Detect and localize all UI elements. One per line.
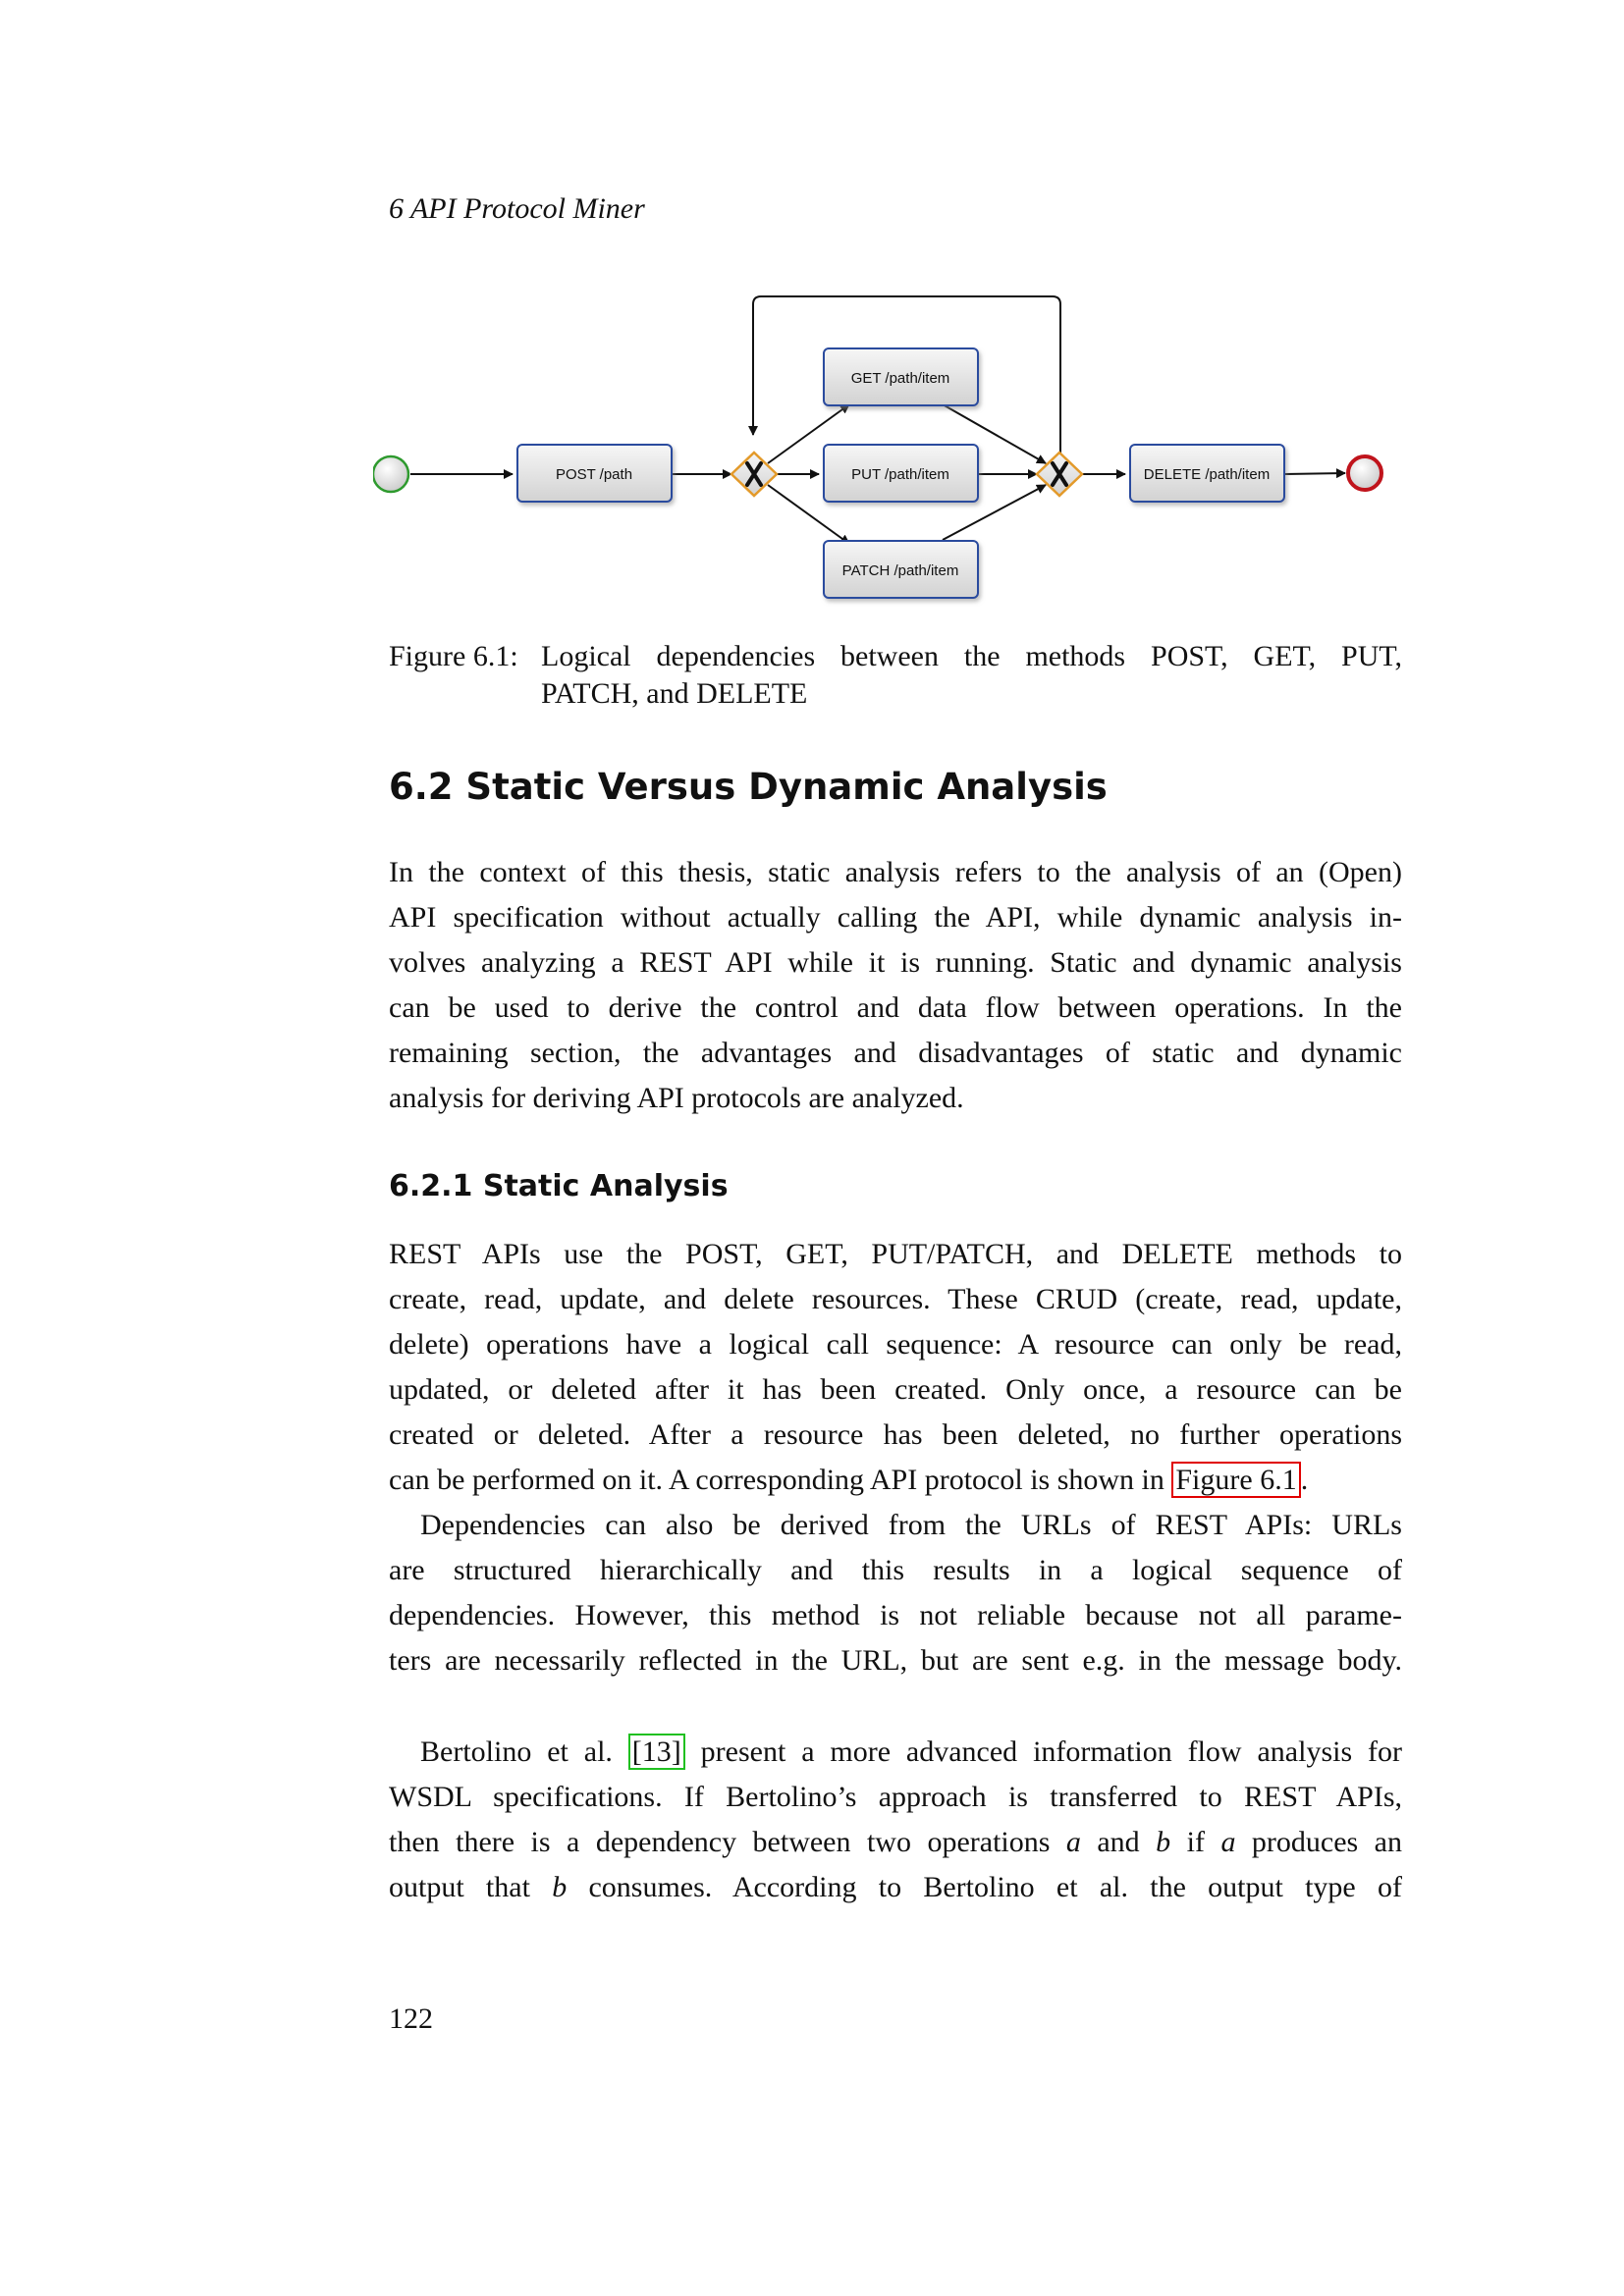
start-event <box>373 456 408 492</box>
task-put-label: PUT /path/item <box>851 466 949 483</box>
text-line: REST APIs use the POST, GET, PUT/PATCH, and DELETE methods to <box>389 1238 1402 1270</box>
section-heading: 6.2 Static Versus Dynamic Analysis <box>389 766 1108 808</box>
task-patch-label: PATCH /path/item <box>841 562 959 579</box>
text-line <box>389 1865 1402 1910</box>
text-span: Bertolino et al. <box>420 1735 628 1768</box>
text-line: updated, or deleted after it has been created. Only once, a resource can be <box>389 1373 1402 1406</box>
text-line: remaining section, the advantages and disadvantages of static and dynamic <box>389 1037 1402 1069</box>
text-line: can be used to derive the control and data flow between operations. In the <box>389 991 1402 1024</box>
figure-caption <box>389 638 1402 710</box>
task-delete-label: DELETE /path/item <box>1143 466 1271 483</box>
edge-delete-end <box>1284 473 1345 474</box>
text-span: if <box>1170 1826 1221 1858</box>
text-line: dependencies. However, this method is not reliable because not all parame- <box>389 1599 1402 1631</box>
figure-ref-link[interactable]: Figure 6.1 <box>1171 1462 1300 1498</box>
text-span: present a more advanced information flow analysis for <box>684 1735 1403 1768</box>
math-var: b <box>1156 1826 1171 1858</box>
bertolino-paragraph <box>389 1730 1402 1910</box>
task-post-label: POST /path <box>555 466 633 483</box>
text-line <box>389 1458 1402 1503</box>
text-line <box>389 1820 1402 1865</box>
text-line: created or deleted. After a resource has been deleted, no further operations <box>389 1418 1402 1451</box>
text-line: create, read, update, and delete resources. These CRUD (create, read, update, <box>389 1283 1402 1315</box>
task-get-label: GET /path/item <box>850 370 950 387</box>
dependencies-paragraph <box>389 1503 1402 1683</box>
text-span: can be performed on it. A corresponding API protocol is shown in <box>389 1464 1172 1496</box>
text-line: In the context of this thesis, static analysis refers to the analysis of an (Open) <box>389 856 1402 888</box>
text-line: ters are necessarily reflected in the URL, but are sent e.g. in the message body. <box>389 1644 1402 1677</box>
text-span: produces an <box>1235 1826 1402 1858</box>
math-var: a <box>1220 1826 1236 1858</box>
text-span: consumes. According to Bertolino et al. the output type of <box>567 1871 1403 1903</box>
text-line: analysis for deriving API protocols are analyzed. <box>389 1082 964 1114</box>
caption-line-2: PATCH, and DELETE <box>541 677 808 710</box>
running-head: 6 API Protocol Miner <box>389 192 645 225</box>
math-var: b <box>552 1871 568 1903</box>
xor-gateway-join <box>1037 453 1082 496</box>
caption-line-1: Logical dependencies between the methods POST, GET, PUT, <box>541 640 1402 672</box>
math-var: a <box>1065 1826 1081 1858</box>
intro-paragraph <box>389 850 1402 1121</box>
end-event <box>1348 456 1381 490</box>
text-line: WSDL specifications. If Bertolino’s approach is transferred to REST APIs, <box>389 1781 1402 1813</box>
text-line: delete) operations have a logical call sequence: A resource can only be read, <box>389 1328 1402 1361</box>
citation-link[interactable]: [13] <box>628 1734 685 1770</box>
page-number: 122 <box>389 2002 433 2035</box>
bpmn-diagram <box>373 285 1394 618</box>
text-line: Dependencies can also be derived from the URLs of REST APIs: URLs <box>420 1509 1402 1541</box>
caption-label: Figure 6.1: <box>389 640 518 672</box>
text-span: and <box>1080 1826 1157 1858</box>
subsection-heading: 6.2.1 Static Analysis <box>389 1169 729 1203</box>
text-line: volves analyzing a REST API while it is running. Static and dynamic analysis <box>389 946 1402 979</box>
text-line <box>389 1730 1402 1775</box>
static-paragraph <box>389 1232 1402 1503</box>
xor-gateway-split <box>731 453 777 496</box>
text-span: then there is a dependency between two operations <box>389 1826 1066 1858</box>
text-line: are structured hierarchically and this results in a logical sequence of <box>389 1554 1402 1586</box>
text-line: API specification without actually calling the API, while dynamic analysis in- <box>389 901 1402 934</box>
text-span: . <box>1300 1464 1309 1496</box>
text-span: output that <box>389 1871 553 1903</box>
